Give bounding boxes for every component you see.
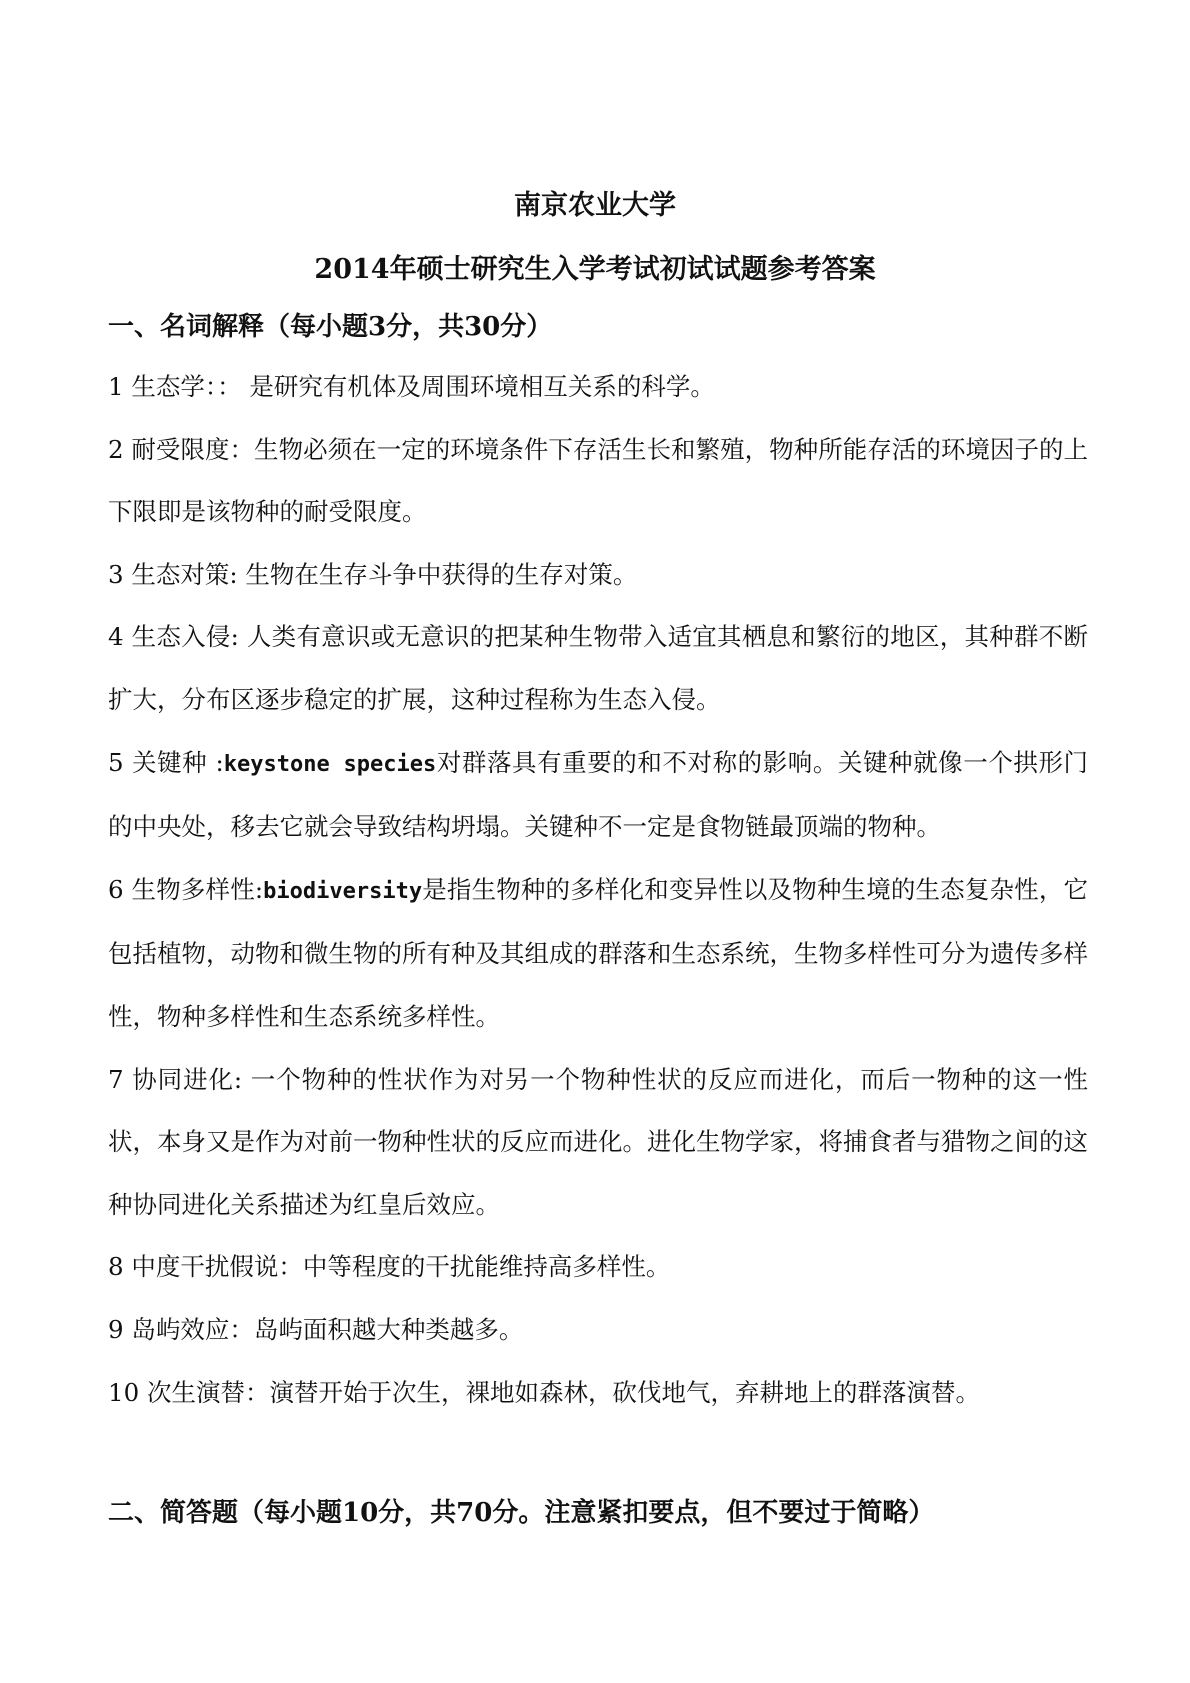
definition-intermediate-disturbance — [108, 1236, 1088, 1299]
definition-text: 3 生态对策: 生物在生存斗争中获得的生存对策。 — [108, 559, 638, 589]
definition-text: 1 生态学：： 是研究有机体及周围环境相互关系的科学。 — [108, 372, 715, 401]
definition-biodiversity — [108, 859, 1088, 1049]
english-term: biodiversity — [263, 878, 423, 904]
definition-text: 4 生态入侵: 人类有意识或无意识的把某种生物带入适宜其栖息和繁衍的地区，其种群不断扩大，分布区逐步稳定的扩展，这种过程称为生态入侵。 — [108, 622, 1088, 714]
section-heading-short-answer: 二、简答题（每小题10分，共70分。注意紧扣要点，但不要过于简略） — [108, 1498, 935, 1528]
definition-text: 2 耐受限度：生物必须在一定的环境条件下存活生长和繁殖，物种所能存活的环境因子的上下限即是该物种的耐受限度。 — [108, 434, 1088, 527]
exam-title: 2014年硕士研究生入学考试初试试题参考答案 — [314, 254, 876, 285]
definition-text: 是指生物种的多样化和变异性以及物种生境的生态复杂性，它包括植物，动物和微生物的所有种及其组成的群落和生态系统，生物多样性可分为遗传多样性，物种多样性和生态系统多样性。 — [108, 874, 1088, 1031]
definition-text: 9 岛屿效应：岛屿面积越大种类越多。 — [108, 1314, 524, 1344]
definition-text: 8 中度干扰假说：中等程度的干扰能维持高多样性。 — [108, 1252, 671, 1282]
definition-secondary-succession — [108, 1362, 1088, 1425]
definition-label: 5 关键种 : — [108, 747, 224, 777]
university-title: 南京农业大学 — [514, 190, 676, 221]
definition-tolerance-limit — [108, 419, 1088, 544]
definition-ecology — [108, 356, 1088, 419]
english-term: keystone species — [223, 751, 437, 777]
definition-list — [108, 356, 1088, 1424]
definition-text: 对群落具有重要的和不对称的影响。关键种就像一个拱形门的中央处，移去它就会导致结构坍塌。关键种不一定是食物链最顶端的物种。 — [108, 747, 1089, 842]
definition-ecological-strategy — [108, 544, 1088, 607]
definition-keystone-species — [108, 732, 1088, 859]
definition-coevolution — [108, 1049, 1088, 1237]
definition-text: 10 次生演替：演替开始于次生，裸地如森林，砍伐地气，弃耕地上的群落演替。 — [108, 1377, 980, 1407]
definition-ecological-invasion — [108, 606, 1088, 731]
section-heading-terms: 一、名词解释（每小题3分，共30分） — [108, 312, 553, 342]
definition-island-effect — [108, 1299, 1088, 1362]
definition-text: 7 协同进化: 一个物种的性状作为对另一个物种性状的反应而进化，而后一物种的这一性状，本身又是作为对前一物种性状的反应而进化。进化生物学家，将捕食者与猎物之间的这种协同进化关系描述为红皇后效应。 — [108, 1064, 1088, 1219]
definition-label: 6 生物多样性: — [108, 874, 264, 904]
